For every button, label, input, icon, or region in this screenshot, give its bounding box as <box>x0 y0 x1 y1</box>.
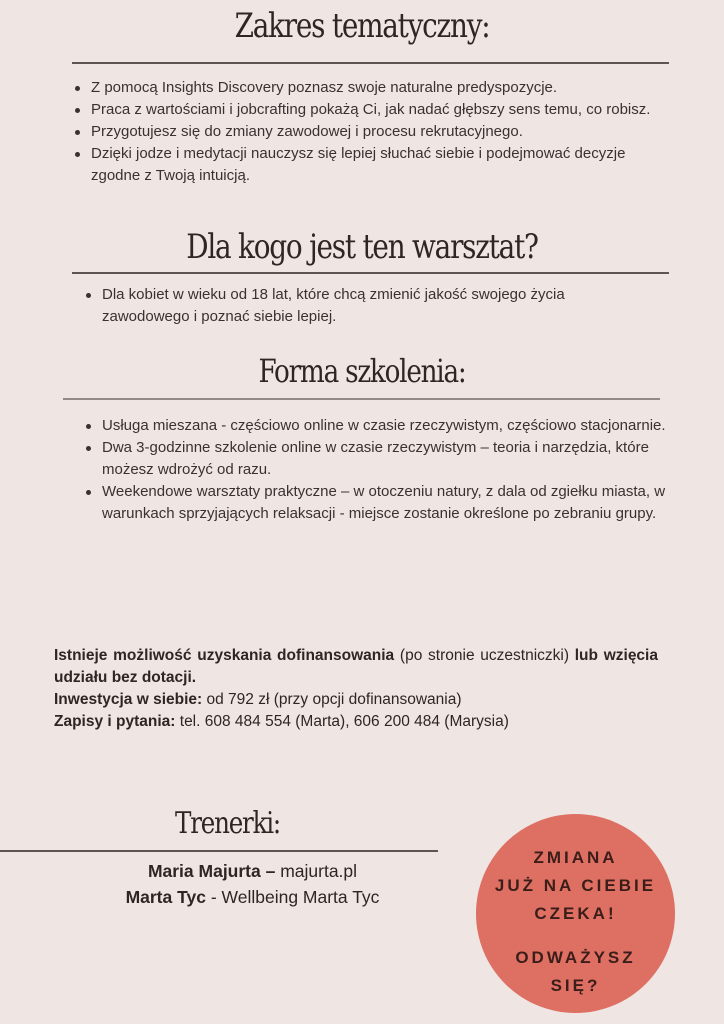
scope-heading: Zakres tematyczny: <box>234 6 490 46</box>
trainer-detail: majurta.pl <box>275 861 358 881</box>
format-heading: Forma szkolenia: <box>258 352 466 390</box>
bullet-icon <box>86 424 91 429</box>
divider <box>72 272 669 274</box>
divider <box>63 398 660 400</box>
bullet-icon <box>86 293 91 298</box>
investment-line <box>54 689 658 711</box>
bullet-icon <box>75 86 80 91</box>
bullet-icon <box>75 108 80 113</box>
divider <box>72 62 669 64</box>
list-item <box>75 99 655 121</box>
divider <box>0 850 438 852</box>
trainer-item <box>0 884 505 910</box>
list-item <box>86 437 666 481</box>
signup-label: Zapisy i pytania: <box>54 713 176 730</box>
audience-list <box>86 284 646 328</box>
signup-value: tel. 608 484 554 (Marta), 606 200 484 (Marysia) <box>175 713 509 730</box>
list-item <box>75 143 655 187</box>
badge-line: SIĘ? <box>550 976 601 995</box>
trainer-name: Maria Majurta – <box>147 861 276 881</box>
trainer-name: Marta Tyc <box>125 887 206 907</box>
list-item <box>86 284 646 328</box>
info-block <box>54 645 658 733</box>
cta-badge <box>476 814 675 1013</box>
badge-text-bottom <box>476 944 675 1000</box>
bullet-icon <box>86 446 91 451</box>
signup-line <box>54 711 658 733</box>
funding-alternative: lub wzięcia udziału bez dotacji. <box>54 647 658 686</box>
list-item-text: Praca z wartościami i jobcrafting pokażą Ci, jak nadać głębszy sens temu, co robisz. <box>91 101 651 118</box>
list-item-text: Weekendowe warsztaty praktyczne – w otoczeniu natury, z dala od zgiełku miasta, w warunkach sprzyjających relaksacji - miejsce zostanie określone po zebraniu grupy. <box>102 483 666 522</box>
list-item-text: Dwa 3-godzinne szkolenie online w czasie rzeczywistym – teoria i narzędzia, które możesz wdrożyć od razu. <box>102 439 649 478</box>
list-item <box>86 481 666 525</box>
investment-value: od 792 zł (przy opcji dofinansowania) <box>202 691 462 708</box>
trainer-item <box>0 858 505 884</box>
funding-note: (po stronie uczestniczki) <box>394 647 575 664</box>
bullet-icon <box>75 130 80 135</box>
trainers-heading: Trenerki: <box>175 806 280 841</box>
format-list <box>86 415 666 525</box>
trainer-detail: - Wellbeing Marta Tyc <box>205 887 380 907</box>
badge-line: ODWAŻYSZ <box>515 948 636 967</box>
funding-paragraph <box>54 645 658 689</box>
bullet-icon <box>86 490 91 495</box>
list-item <box>86 415 666 437</box>
badge-line: JUŻ NA CIEBIE <box>494 876 657 895</box>
badge-line: CZEKA! <box>534 904 617 923</box>
bullet-icon <box>75 152 80 157</box>
list-item <box>75 77 655 99</box>
list-item-text: Z pomocą Insights Discovery poznasz swoje naturalne predyspozycje. <box>91 79 558 96</box>
list-item-text: Dla kobiet w wieku od 18 lat, które chcą zmienić jakość swojego życia zawodowego i poznać siebie lepiej. <box>102 286 565 325</box>
trainers-list <box>0 858 505 910</box>
scope-list <box>75 77 655 187</box>
list-item-text: Usługa mieszana - częściowo online w czasie rzeczywistym, częściowo stacjonarnie. <box>102 417 666 434</box>
badge-line: ZMIANA <box>533 848 618 867</box>
list-item-text: Dzięki jodze i medytacji nauczysz się lepiej słuchać siebie i podejmować decyzje zgodne z Twoją intuicją. <box>91 145 626 184</box>
list-item-text: Przygotujesz się do zmiany zawodowej i procesu rekrutacyjnego. <box>91 123 523 140</box>
audience-heading: Dla kogo jest ten warsztat? <box>186 227 538 267</box>
investment-label: Inwestycja w siebie: <box>54 691 203 708</box>
list-item <box>75 121 655 143</box>
badge-text-top <box>476 844 675 928</box>
funding-label: Istnieje możliwość uzyskania dofinansowania <box>54 647 395 664</box>
